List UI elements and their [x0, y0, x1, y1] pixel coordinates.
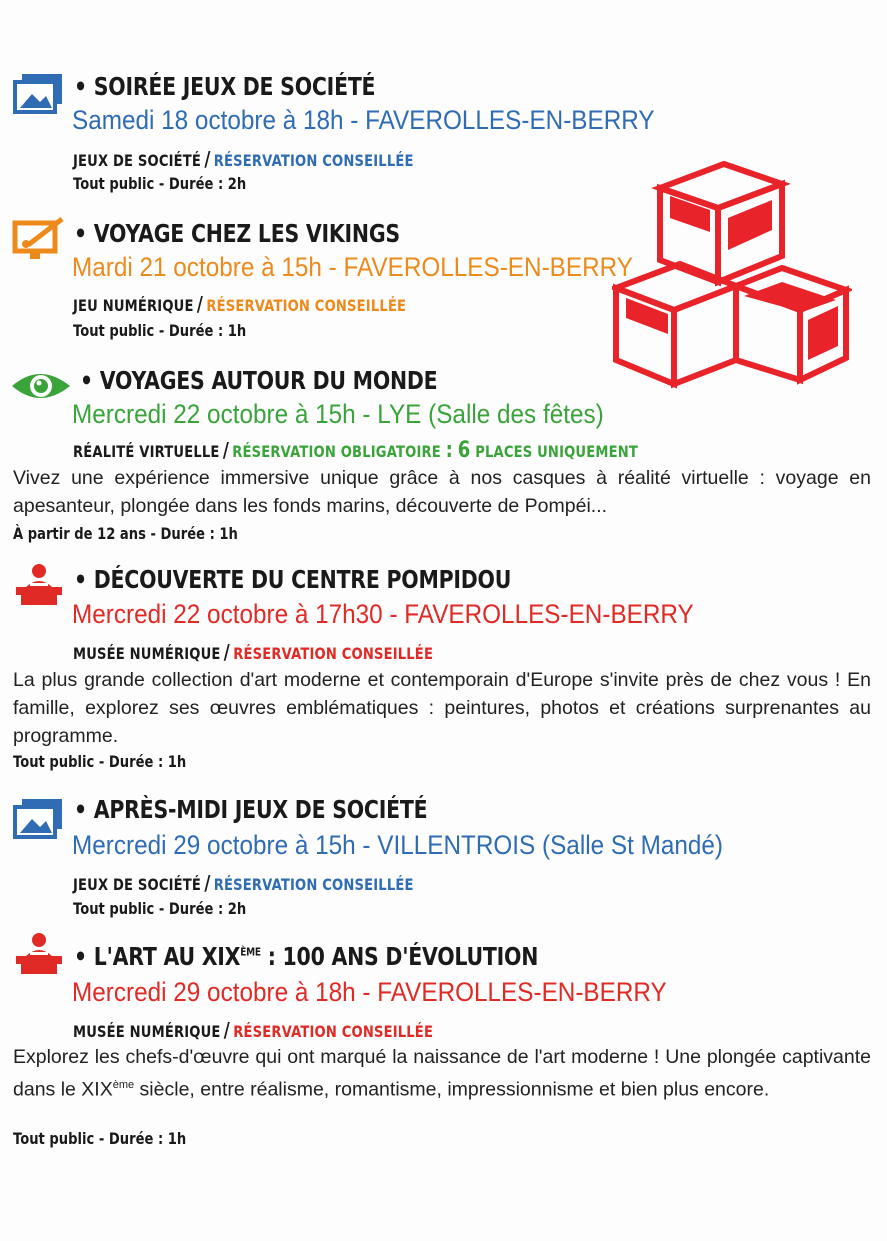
event-date: Mercredi 22 octobre à 15h - LYE (Salle des fêtes): [72, 399, 604, 429]
title-text-end: : 100 ANS D'ÉVOLUTION: [260, 942, 539, 971]
description-text: Explorez les chefs-d'œuvre qui ont marqué la naissance de l'art moderne ! Une plongée captivante dans le XIX: [13, 1046, 871, 1101]
event-category: [73, 1018, 433, 1042]
description-superscript: ème: [112, 1079, 135, 1091]
event-date: Samedi 18 octobre à 18h - FAVEROLLES-EN-BERRY: [72, 105, 655, 135]
category-label: MUSÉE NUMÉRIQUE: [73, 644, 221, 663]
event-title: • DÉCOUVERTE DU CENTRE POMPIDOU: [74, 565, 512, 594]
event-description: La plus grande collection d'art moderne et contemporain d'Europe s'invite près de chez vous ! En famille, explorez ses œuvres emblématiques : peintures, photos et créations surprenantes au programme.: [13, 669, 871, 747]
event-title: • VOYAGES AUTOUR DU MONDE: [80, 366, 438, 395]
event-date: Mardi 21 octobre à 15h - FAVEROLLES-EN-BERRY: [72, 252, 633, 282]
reservation-label: RÉSERVATION CONSEILLÉE: [213, 875, 414, 894]
category-label: JEU NUMÉRIQUE: [73, 296, 194, 315]
monitor-brush-icon: [12, 217, 66, 261]
separator: /: [204, 871, 211, 895]
category-label: RÉALITÉ VIRTUELLE: [73, 442, 220, 461]
event-audience: Tout public - Durée : 2h: [73, 174, 247, 193]
event-title: • SOIRÉE JEUX DE SOCIÉTÉ: [74, 72, 376, 101]
event-title: • VOYAGE CHEZ LES VIKINGS: [74, 219, 400, 248]
category-label: JEUX DE SOCIÉTÉ: [73, 875, 202, 894]
separator: /: [204, 147, 211, 171]
event-date: Mercredi 29 octobre à 18h - FAVEROLLES-EN-BERRY: [72, 977, 667, 1007]
reservation-label: RÉSERVATION CONSEILLÉE: [206, 296, 407, 315]
event-audience: Tout public - Durée : 1h: [73, 321, 247, 340]
event-title: [74, 942, 538, 971]
event-audience: Tout public - Durée : 1h: [13, 1129, 187, 1148]
red-cubes-illustration: [612, 160, 852, 390]
separator: /: [196, 292, 204, 316]
separator: /: [223, 640, 230, 664]
event-audience: Tout public - Durée : 2h: [73, 899, 247, 918]
event-date: Mercredi 29 octobre à 15h - VILLENTROIS (Salle St Mandé): [72, 830, 723, 860]
reader-desk-icon: [12, 932, 66, 976]
description-text-end: siècle, entre réalisme, romantisme, impressionnisme et bien plus encore.: [134, 1078, 770, 1101]
eye-icon: [10, 364, 74, 408]
reservation-label: RÉSERVATION OBLIGATOIRE: [232, 442, 441, 461]
reservation-label: RÉSERVATION CONSEILLÉE: [233, 1022, 434, 1041]
category-label: MUSÉE NUMÉRIQUE: [73, 1022, 221, 1041]
event-category: [73, 640, 433, 664]
picture-frame-icon: [12, 797, 66, 841]
event-category: [73, 871, 414, 895]
event-description: [13, 1043, 871, 1104]
event-category: [73, 292, 406, 316]
separator: /: [223, 1018, 230, 1042]
reservation-label: RÉSERVATION CONSEILLÉE: [213, 151, 414, 170]
reservation-label: RÉSERVATION CONSEILLÉE: [233, 644, 434, 663]
event-title: • APRÈS-MIDI JEUX DE SOCIÉTÉ: [74, 795, 428, 824]
event-audience: Tout public - Durée : 1h: [13, 752, 187, 771]
title-text: • L'ART AU XIX: [74, 942, 241, 971]
event-audience: À partir de 12 ans - Durée : 1h: [13, 524, 238, 543]
event-description: Vivez une expérience immersive unique grâce à nos casques à réalité virtuelle : voyage en apesanteur, plongée dans les fonds marins, découverte de Pompéi...: [13, 467, 871, 517]
places-number: 6: [457, 438, 471, 463]
picture-frame-icon: [12, 72, 66, 116]
title-superscript: ÈME: [240, 945, 261, 959]
places-text: PLACES UNIQUEMENT: [475, 442, 638, 461]
reader-desk-icon: [12, 563, 66, 607]
separator: /: [222, 438, 229, 462]
event-category: [73, 147, 414, 171]
category-label: JEUX DE SOCIÉTÉ: [73, 151, 202, 170]
event-date: Mercredi 22 octobre à 17h30 - FAVEROLLES-EN-BERRY: [72, 599, 694, 629]
reservation-colon: :: [445, 438, 454, 463]
event-category: [73, 438, 638, 463]
